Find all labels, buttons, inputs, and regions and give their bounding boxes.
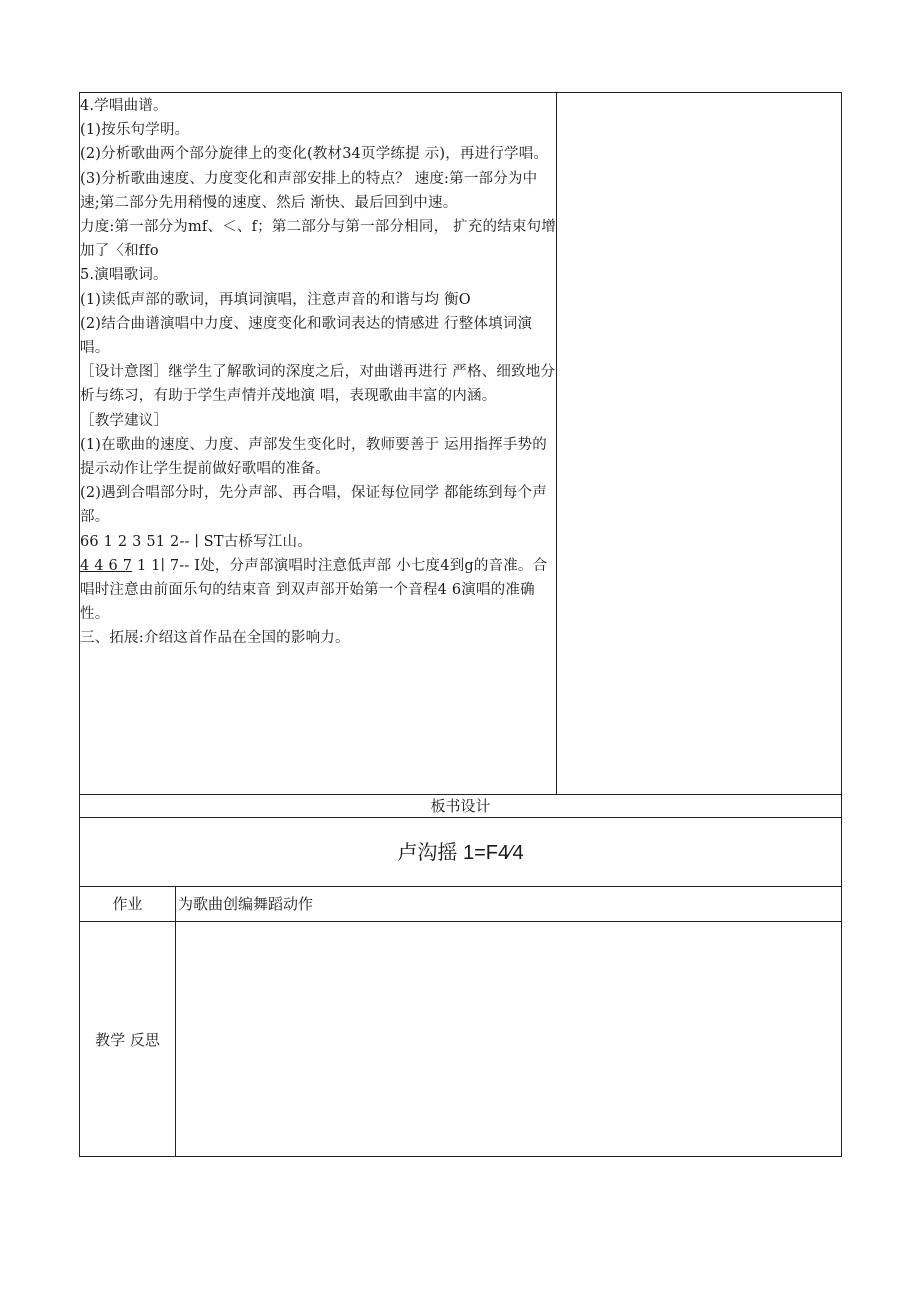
notation-line bbox=[80, 554, 556, 627]
table-border-homework-top bbox=[79, 886, 842, 887]
reflection-area[interactable] bbox=[176, 922, 841, 1156]
content-line: 力度:第一部分为mf、＜、f；第二部分与第一部分相同， 扩充的结束句增加了〈和ffo bbox=[80, 219, 556, 260]
notation-rest: 1 1∣ 7-- I处，分声部演唱时注意低声部 小七度4到g的音准。合唱时注意由前面乐句的结束音 到双声部开始第一个音程4 6演唱的准确性。 bbox=[80, 557, 548, 623]
table-border-top bbox=[79, 92, 842, 93]
content-line: 66 1 2 3 51 2-- ∣ ST古桥写江山。 bbox=[80, 533, 312, 550]
extension-line: 三、拓展:介绍这首作品在全国的影响力。 bbox=[80, 630, 350, 647]
content-line: ［设计意图］继学生了解歌词的深度之后，对曲谱再进行 严格、细致地分析与练习，有助于学生声情并茂地演 唱，表现歌曲丰富的内涵。 bbox=[80, 364, 556, 405]
table-border-right bbox=[841, 92, 842, 1157]
content-line: (2)遇到合唱部分时，先分声部、再合唱，保证每位同学 都能练到每个声部。 bbox=[80, 485, 547, 526]
content-line: (1)在歌曲的速度、力度、声部发生变化时，教师要善于 运用指挥手势的提示动作让学生提前做好歌唱的准备。 bbox=[80, 436, 547, 478]
lesson-content bbox=[80, 94, 556, 651]
table-border-bottom bbox=[79, 1156, 842, 1157]
content-line: (1)读低声部的歌词，再填词演唱，注意声音的和谐与均 衡O bbox=[80, 291, 471, 308]
content-line: (2)分析歌曲两个部分旋律上的变化(教材34页学练提 示)，再进行学唱。 bbox=[80, 146, 549, 163]
content-line: (3)分析歌曲速度、力度变化和声部安排上的特点？ 速度:第一部分为中速;第二部分先用稍慢的速度、然后 渐快、最后回到中速。 bbox=[80, 170, 538, 211]
board-title: 卢沟摇 1=F4⁄4 bbox=[397, 842, 524, 864]
content-line: ［教学建议］ bbox=[80, 412, 169, 429]
board-design-header: 板书设计 bbox=[430, 797, 491, 815]
reflection-label: 教学 反思 bbox=[95, 1031, 160, 1049]
homework-value: 为歌曲创编舞蹈动作 bbox=[178, 895, 314, 913]
content-line: 5.演唱歌词。 bbox=[80, 267, 168, 284]
content-line: (2)结合曲谱演唱中力度、速度变化和歌词表达的情感进 行整体填词演唱。 bbox=[80, 315, 533, 357]
table-border-board-title-top bbox=[79, 817, 842, 818]
content-line: (1)按乐句学明。 bbox=[80, 122, 190, 139]
table-divider-top-section bbox=[556, 92, 557, 794]
content-line: 4.学唱曲谱。 bbox=[80, 98, 168, 114]
homework-label: 作业 bbox=[112, 895, 143, 913]
notation-underlined: 4 4 6 7 bbox=[80, 557, 133, 574]
